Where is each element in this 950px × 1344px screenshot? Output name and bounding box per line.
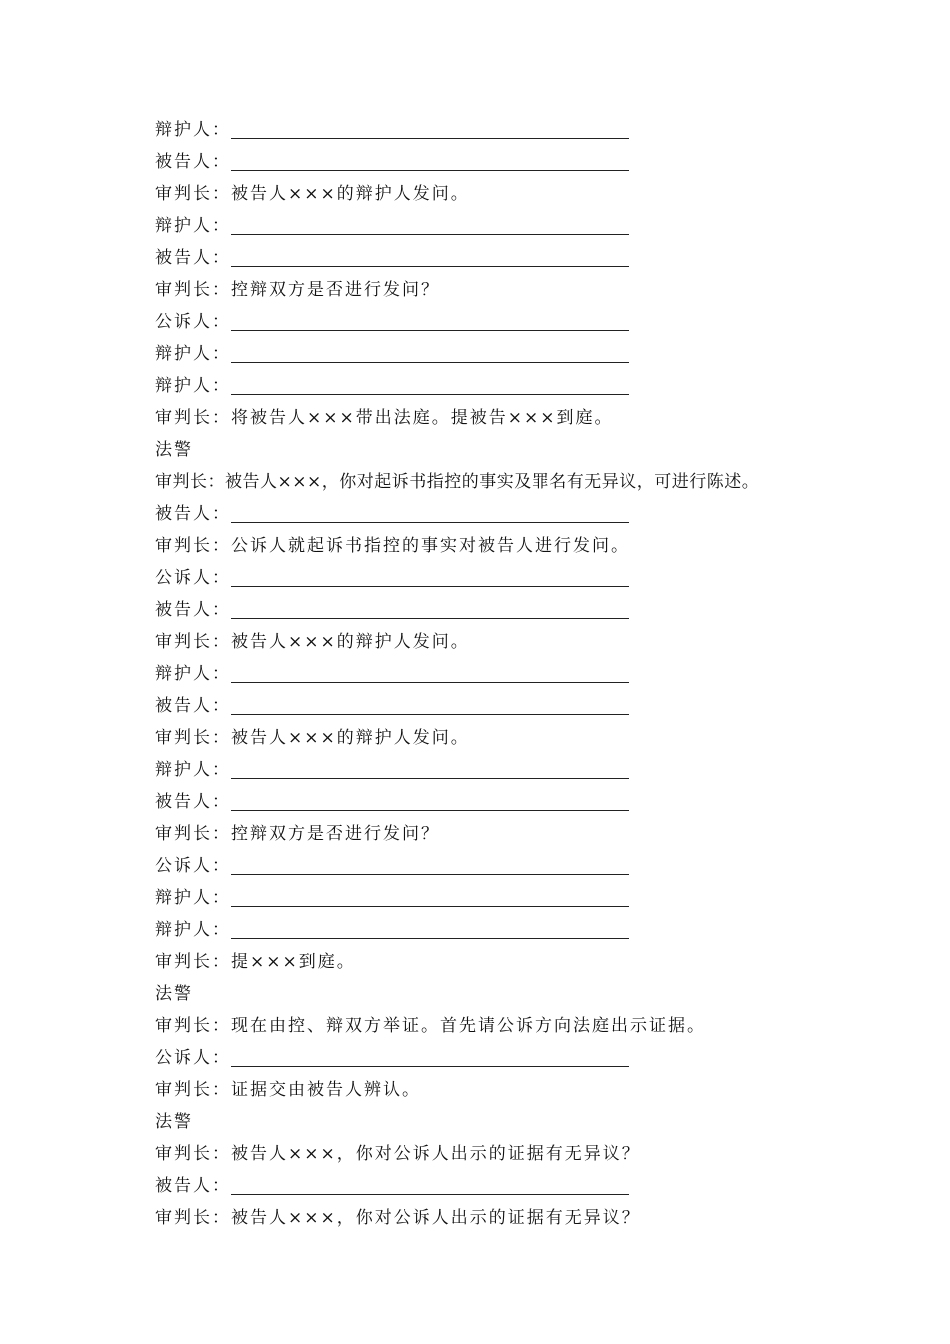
- transcript-line: [155, 242, 915, 274]
- transcript-line: [155, 210, 915, 242]
- transcript-line: [155, 978, 915, 1010]
- transcript-line: [155, 1010, 915, 1042]
- speaker-colon: ：: [212, 120, 231, 140]
- speaker-colon: ：: [212, 312, 231, 332]
- answer-blank-line: [231, 696, 629, 715]
- speaker-colon: ：: [212, 568, 231, 588]
- transcript-line: [155, 562, 915, 594]
- speaker-colon: ：: [212, 536, 231, 556]
- speaker-colon: ：: [212, 376, 231, 396]
- speaker-colon: ：: [212, 824, 231, 844]
- speaker-colon: ：: [212, 1208, 231, 1228]
- speech-text: 证据交由被告人辨认。: [231, 1080, 421, 1100]
- speaker-label: 审判长: [155, 184, 212, 204]
- speaker-label: 法警: [155, 1112, 193, 1132]
- speaker-colon: ：: [212, 408, 231, 428]
- speaker-label: 辩护人: [155, 920, 212, 940]
- speaker-label: 法警: [155, 984, 193, 1004]
- speech-text: 被告人×××，你对公诉人出示的证据有无异议？: [231, 1208, 641, 1228]
- speaker-label: 辩护人: [155, 376, 212, 396]
- speaker-label: 被告人: [155, 1176, 212, 1196]
- speaker-label: 审判长: [155, 1016, 212, 1036]
- speaker-label: 被告人: [155, 696, 212, 716]
- answer-blank-line: [231, 888, 629, 907]
- transcript-line: [155, 946, 915, 978]
- speaker-colon: ：: [212, 1048, 231, 1068]
- speaker-label: 公诉人: [155, 856, 212, 876]
- transcript-line: [155, 434, 915, 466]
- speaker-label: 辩护人: [155, 888, 212, 908]
- speaker-colon: ：: [207, 472, 225, 492]
- speaker-label: 辩护人: [155, 760, 212, 780]
- transcript-line: [155, 1106, 915, 1138]
- answer-blank-line: [231, 248, 629, 267]
- speaker-label: 被告人: [155, 504, 212, 524]
- answer-blank-line: [231, 1048, 629, 1067]
- speaker-colon: ：: [212, 600, 231, 620]
- speaker-colon: ：: [212, 920, 231, 940]
- speech-text: 被告人×××，你对公诉人出示的证据有无异议？: [231, 1144, 641, 1164]
- speaker-label: 被告人: [155, 792, 212, 812]
- speaker-colon: ：: [212, 1144, 231, 1164]
- speaker-label: 审判长: [155, 408, 212, 428]
- transcript-line: [155, 306, 915, 338]
- transcript-line: [155, 1138, 915, 1170]
- speaker-label: 被告人: [155, 600, 212, 620]
- transcript-line: [155, 850, 915, 882]
- speech-text: 控辩双方是否进行发问？: [231, 280, 440, 300]
- transcript-line: [155, 114, 915, 146]
- transcript-line: [155, 882, 915, 914]
- speech-text: 现在由控、辩双方举证。首先请公诉方向法庭出示证据。: [231, 1016, 706, 1036]
- speaker-label: 法警: [155, 440, 193, 460]
- answer-blank-line: [231, 600, 629, 619]
- speech-text: 将被告人×××带出法庭。提被告×××到庭。: [231, 408, 614, 428]
- speaker-colon: ：: [212, 792, 231, 812]
- transcript-line: [155, 466, 915, 498]
- transcript-line: [155, 1074, 915, 1106]
- transcript-line: [155, 594, 915, 626]
- answer-blank-line: [231, 920, 629, 939]
- transcript-line: [155, 722, 915, 754]
- answer-blank-line: [231, 120, 629, 139]
- transcript-line: [155, 1042, 915, 1074]
- answer-blank-line: [231, 1176, 629, 1195]
- answer-blank-line: [231, 760, 629, 779]
- speaker-label: 审判长: [155, 536, 212, 556]
- speaker-label: 审判长: [155, 728, 212, 748]
- speaker-colon: ：: [212, 696, 231, 716]
- answer-blank-line: [231, 376, 629, 395]
- speaker-colon: ：: [212, 344, 231, 364]
- transcript-line: [155, 818, 915, 850]
- speaker-label: 审判长: [155, 1208, 212, 1228]
- speaker-label: 辩护人: [155, 216, 212, 236]
- transcript-line: [155, 626, 915, 658]
- transcript-line: [155, 658, 915, 690]
- speaker-colon: ：: [212, 248, 231, 268]
- speaker-colon: ：: [212, 280, 231, 300]
- speaker-colon: ：: [212, 1080, 231, 1100]
- speaker-colon: ：: [212, 152, 231, 172]
- speaker-colon: ：: [212, 888, 231, 908]
- transcript-line: [155, 498, 915, 530]
- transcript-line: [155, 754, 915, 786]
- speaker-colon: ：: [212, 1016, 231, 1036]
- speaker-label: 审判长: [155, 824, 212, 844]
- speaker-colon: ：: [212, 856, 231, 876]
- speaker-label: 公诉人: [155, 1048, 212, 1068]
- speech-text: 被告人×××，你对起诉书指控的事实及罪名有无异议，可进行陈述。: [225, 472, 760, 492]
- transcript-line: [155, 274, 915, 306]
- transcript-line: [155, 178, 915, 210]
- speaker-label: 审判长: [155, 472, 208, 492]
- answer-blank-line: [231, 216, 629, 235]
- speaker-label: 辩护人: [155, 344, 212, 364]
- speech-text: 提×××到庭。: [231, 952, 356, 972]
- speech-text: 公诉人就起诉书指控的事实对被告人进行发问。: [231, 536, 630, 556]
- transcript-line: [155, 914, 915, 946]
- speaker-colon: ：: [212, 728, 231, 748]
- speaker-colon: ：: [212, 216, 231, 236]
- answer-blank-line: [231, 344, 629, 363]
- speaker-label: 审判长: [155, 1144, 212, 1164]
- answer-blank-line: [231, 152, 629, 171]
- speech-text: 被告人×××的辩护人发问。: [231, 728, 470, 748]
- speaker-label: 审判长: [155, 952, 212, 972]
- speaker-label: 审判长: [155, 632, 212, 652]
- transcript-line: [155, 530, 915, 562]
- transcript-line: [155, 690, 915, 722]
- answer-blank-line: [231, 504, 629, 523]
- speaker-colon: ：: [212, 952, 231, 972]
- transcript-line: [155, 146, 915, 178]
- answer-blank-line: [231, 312, 629, 331]
- transcript-line: [155, 402, 915, 434]
- answer-blank-line: [231, 664, 629, 683]
- speech-text: 被告人×××的辩护人发问。: [231, 632, 470, 652]
- speaker-colon: ：: [212, 184, 231, 204]
- speech-text: 控辩双方是否进行发问？: [231, 824, 440, 844]
- answer-blank-line: [231, 856, 629, 875]
- transcript-line: [155, 370, 915, 402]
- speaker-label: 辩护人: [155, 664, 212, 684]
- speaker-label: 辩护人: [155, 120, 212, 140]
- answer-blank-line: [231, 568, 629, 587]
- speaker-label: 被告人: [155, 248, 212, 268]
- transcript-line: [155, 1170, 915, 1202]
- speaker-label: 审判长: [155, 280, 212, 300]
- transcript-line: [155, 338, 915, 370]
- court-transcript-page: [155, 114, 915, 1234]
- speaker-label: 审判长: [155, 1080, 212, 1100]
- speaker-colon: ：: [212, 1176, 231, 1196]
- speaker-colon: ：: [212, 760, 231, 780]
- speaker-colon: ：: [212, 664, 231, 684]
- answer-blank-line: [231, 792, 629, 811]
- transcript-line: [155, 1202, 915, 1234]
- speaker-colon: ：: [212, 504, 231, 524]
- speaker-label: 被告人: [155, 152, 212, 172]
- speech-text: 被告人×××的辩护人发问。: [231, 184, 470, 204]
- speaker-colon: ：: [212, 632, 231, 652]
- transcript-line: [155, 786, 915, 818]
- speaker-label: 公诉人: [155, 568, 212, 588]
- speaker-label: 公诉人: [155, 312, 212, 332]
